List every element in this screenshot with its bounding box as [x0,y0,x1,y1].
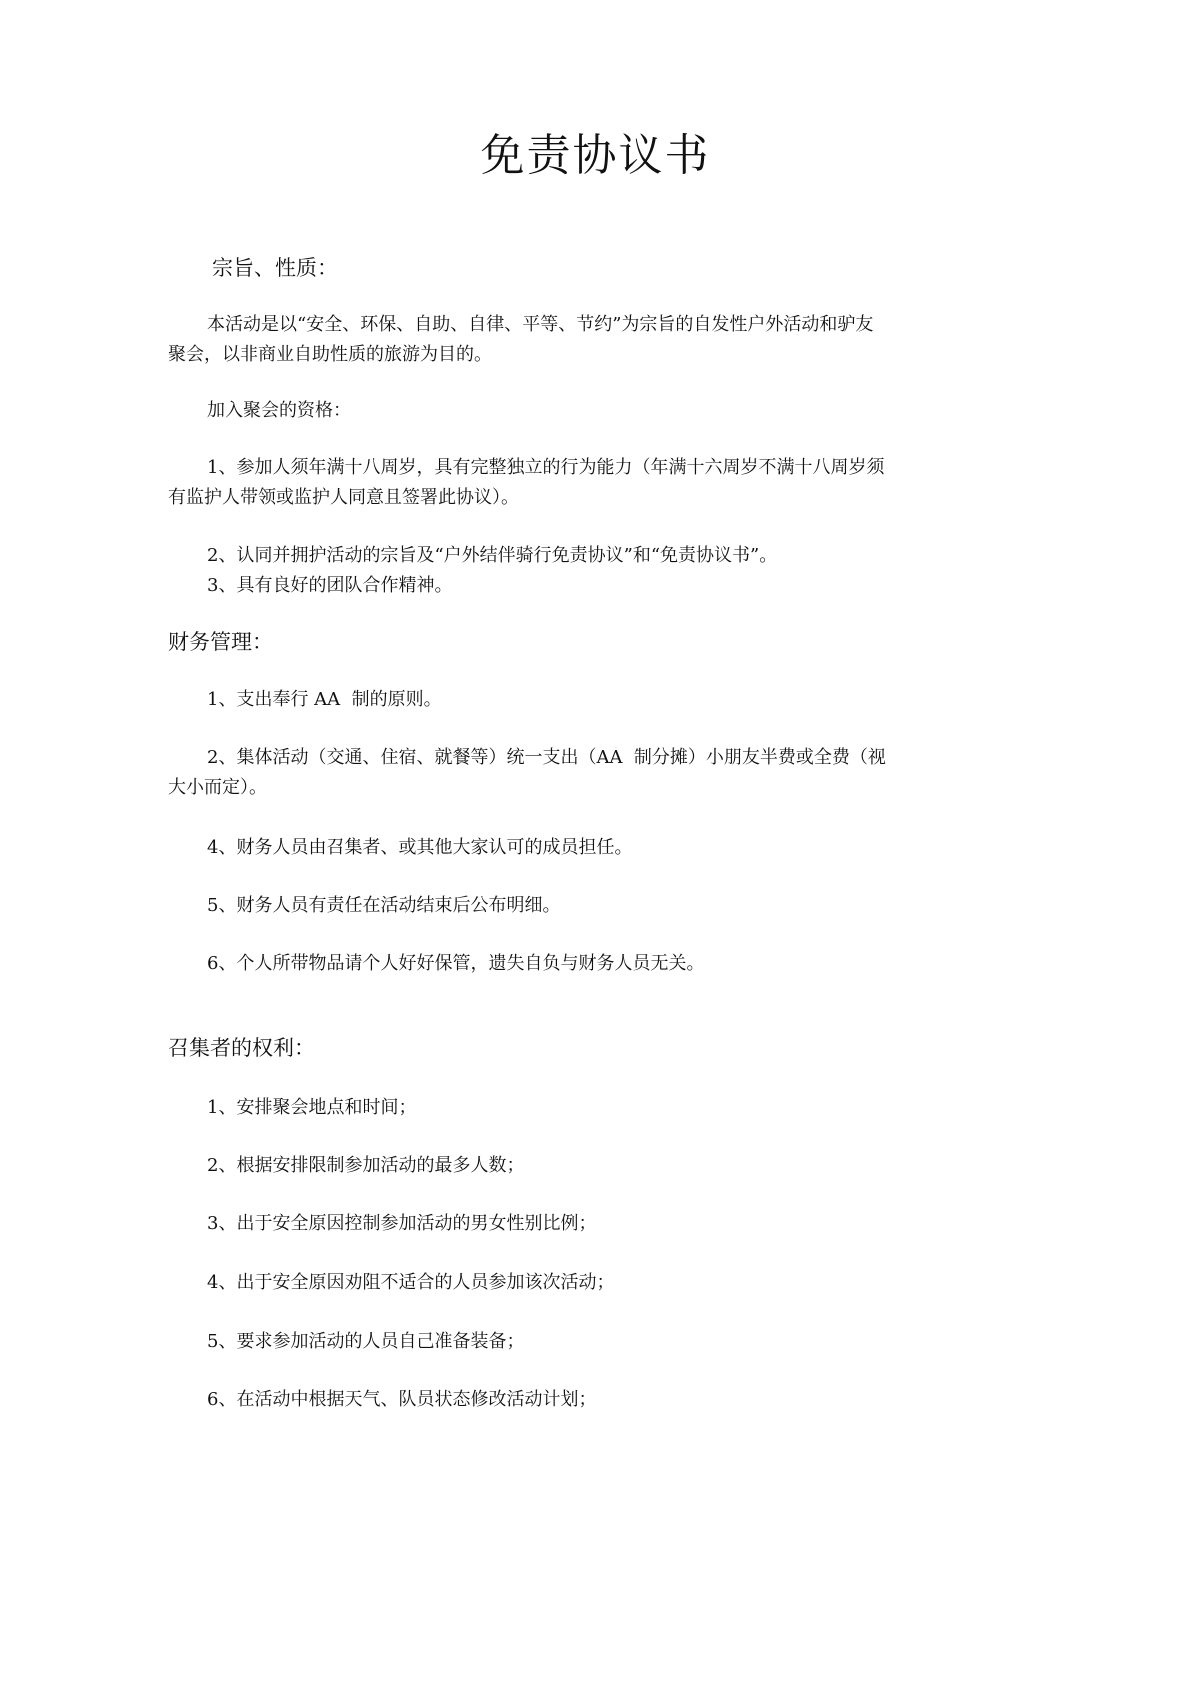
list-item: 4、出于安全原因劝阻不适合的人员参加该次活动； [207,1272,615,1293]
paragraph-line: 有监护人带领或监护人同意且签署此协议）。 [168,487,519,508]
paragraph-line: 2、认同并拥护活动的宗旨及“户外结伴骑行免责协议”和“免责协议书”。 [207,545,778,566]
list-item: 6、在活动中根据天气、队员状态修改活动计划； [207,1389,597,1410]
paragraph-line: 聚会，以非商业自助性质的旅游为目的。 [168,344,492,365]
list-item: 3、出于安全原因控制参加活动的男女性别比例； [207,1213,597,1234]
paragraph-line: 大小而定）。 [168,777,267,798]
paragraph-line: 2、集体活动（交通、住宿、就餐等）统一支出（AA 制分摊）小朋友半费或全费（视 [207,747,886,768]
paragraph-line: 1、支出奉行 AA 制的原则。 [207,689,442,710]
paragraph-line: 4、财务人员由召集者、或其他大家认可的成员担任。 [207,837,633,858]
paragraph-line: 6、个人所带物品请个人好好保管，遗失自负与财务人员无关。 [207,953,705,974]
list-item: 1、安排聚会地点和时间； [207,1097,417,1118]
paragraph-line: 1、参加人须年满十八周岁，具有完整独立的行为能力（年满十六周岁不满十八周岁须 [207,457,885,478]
paragraph-line: 5、财务人员有责任在活动结束后公布明细。 [207,895,561,916]
paragraph-line: 本活动是以“安全、环保、自助、自律、平等、节约”为宗旨的自发性户外活动和驴友 [207,314,874,335]
purpose-heading: 宗旨、性质： [212,256,338,280]
paragraph-line: 3、具有良好的团队合作精神。 [207,575,453,596]
list-item: 5、要求参加活动的人员自己准备装备； [207,1331,525,1352]
finance-heading: 财务管理： [168,630,273,654]
document-title: 免责协议书 [480,130,711,181]
organizer-heading: 召集者的权利： [168,1036,315,1060]
qualification-heading: 加入聚会的资格： [207,400,351,421]
list-item: 2、根据安排限制参加活动的最多人数； [207,1155,525,1176]
